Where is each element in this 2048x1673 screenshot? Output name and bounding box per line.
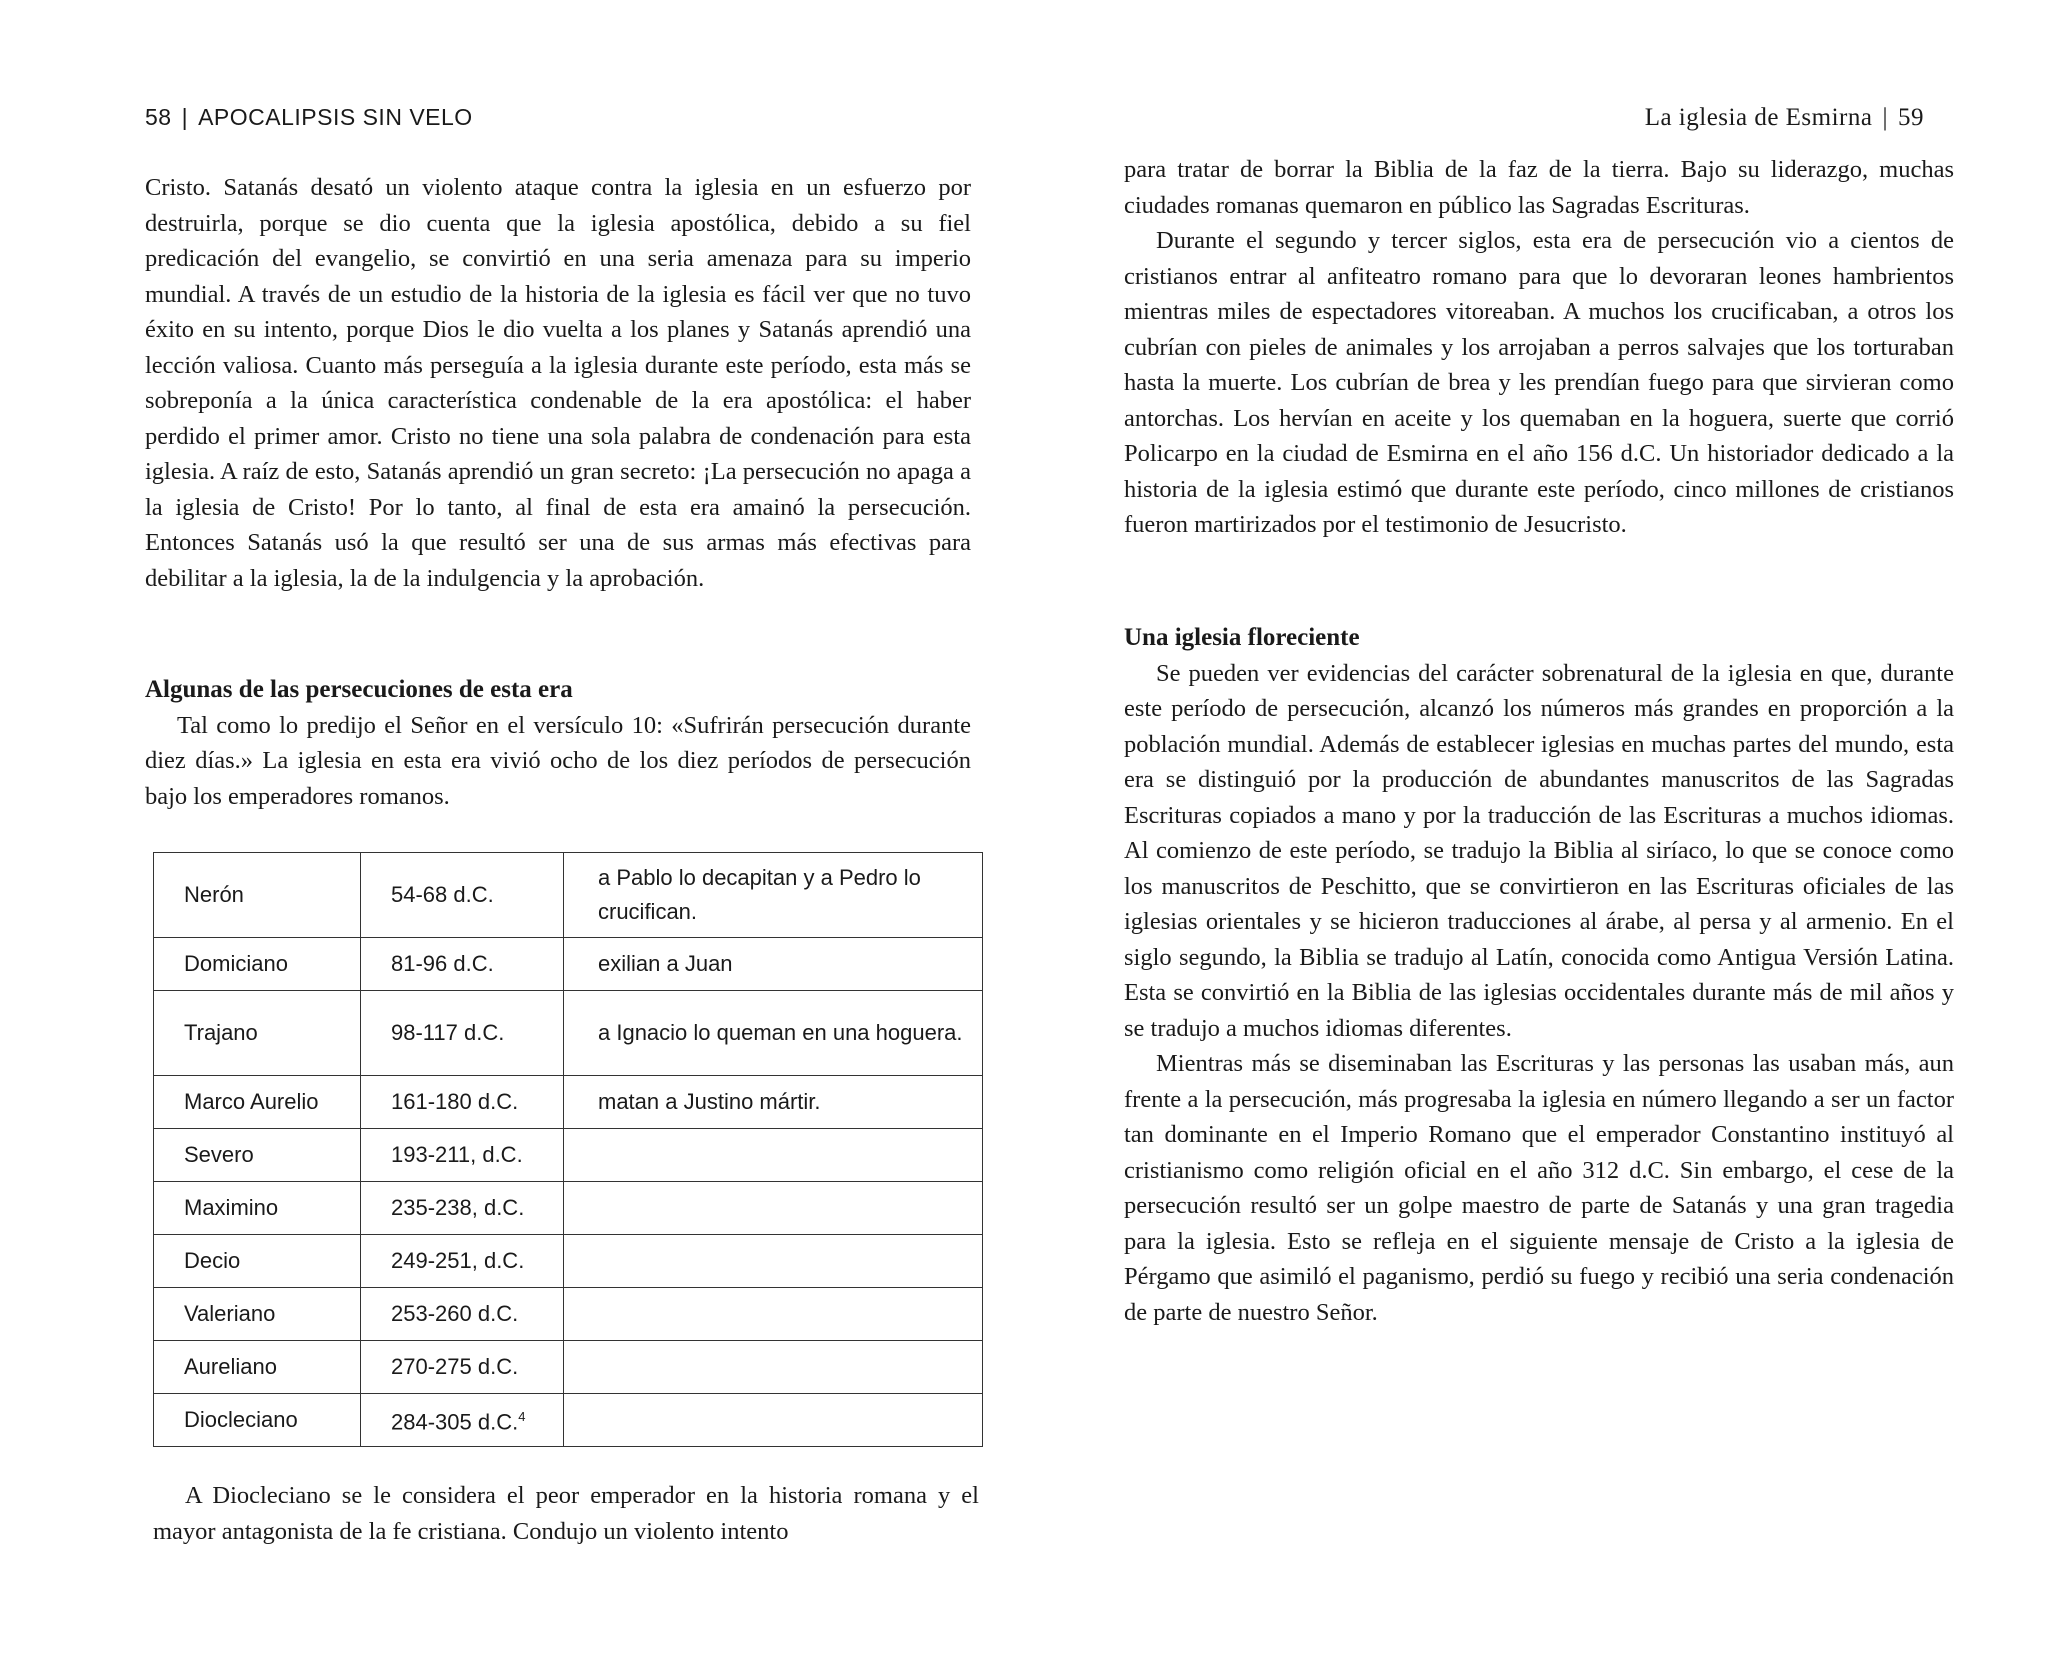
years-text: 98-117 d.C. <box>391 1020 505 1045</box>
page-number: 58 <box>145 104 172 130</box>
table-row <box>154 1235 983 1288</box>
right-text-block-1 <box>1124 152 1954 543</box>
emperor-cell: Decio <box>154 1235 361 1288</box>
right-page <box>1024 0 2048 1673</box>
years-cell <box>361 991 564 1076</box>
chapter-title: La iglesia de Esmirna <box>1644 104 1873 131</box>
header-separator: | <box>181 104 189 130</box>
emperor-cell: Domiciano <box>154 938 361 991</box>
table-row <box>154 1129 983 1182</box>
note-cell <box>564 1235 983 1288</box>
years-text: 253-260 d.C. <box>391 1301 519 1326</box>
paragraph: Durante el segundo y tercer siglos, esta era de persecución vio a cientos de cristianos entrar al anfiteatro romano para que lo devoraran leones hambrientos mientras miles de espectadores vitoreaban. A muchos los crucificaban, a otros los cubrían con pieles de animales y los arrojaban a perros salvajes que los torturaban hasta la muerte. Los cubrían de brea y les prendían fuego para que sirvieran como antorchas. Los hervían en aceite y los quemaban en la hoguera, suerte que corrió Policarpo en la ciudad de Esmirna en el año 156 d.C. Un historiador dedicado a la historia de la iglesia estimó que durante este período, cinco millones de cristianos fueron martirizados por el testimonio de Jesucristo. <box>1124 227 1954 538</box>
emperor-cell: Nerón <box>154 853 361 938</box>
table-row <box>154 1076 983 1129</box>
emperor-cell: Trajano <box>154 991 361 1076</box>
years-text: 54-68 d.C. <box>391 882 494 907</box>
table-row <box>154 1341 983 1394</box>
paragraph: Cristo. Satanás desató un violento ataque contra la iglesia en un esfuerzo por destruirla, porque se dio cuenta que la iglesia apostólica, debido a su fiel predicación del evangelio, se convirtió en una seria amenaza para su imperio mundial. A través de un estudio de la historia de la iglesia es fácil ver que no tuvo éxito en su intento, porque Dios le dio vuelta a los planes y Satanás aprendió una lección valiosa. Cuanto más perseguía a la iglesia durante este período, esta más se sobreponía a la única característica condenable de la era apostólica: el haber perdido el primer amor. Cristo no tiene una sola palabra de condenación para esta iglesia. A raíz de esto, Satanás aprendió un gran secreto: ¡La persecución no apaga a la iglesia de Cristo! Por lo tanto, al final de esta era amainó la persecución. Entonces Satanás usó la que resultó ser una de sus armas más efectivas para debilitar a la iglesia, la de la indulgencia y la aprobación. <box>145 174 971 592</box>
section-heading: Una iglesia floreciente <box>1124 624 1360 651</box>
note-cell: a Pablo lo decapitan y a Pedro lo crucifican. <box>564 853 983 938</box>
paragraph: Mientras más se diseminaban las Escrituras y las personas las usaban más, aun frente a la persecución, más progresaba la iglesia en número llegando a ser un factor tan dominante en el Imperio Romano que el emperador Constantino instituyó al cristianismo como religión oficial en el año 312 d.C. Sin embargo, el cese de la persecución resultó ser un golpe maestro de parte de Satanás y una gran tragedia para la iglesia. Esto se refleja en el siguiente mensaje de Cristo a la iglesia de Pérgamo que asimiló el paganismo, perdió su fuego y recibió una seria condenación de parte de nuestro Señor. <box>1124 1050 1954 1326</box>
years-cell <box>361 1129 564 1182</box>
note-cell: exilian a Juan <box>564 938 983 991</box>
years-text: 193-211, d.C. <box>391 1142 523 1167</box>
page-number: 59 <box>1898 104 1924 131</box>
paragraph: para tratar de borrar la Biblia de la faz de la tierra. Bajo su liderazgo, muchas ciudades romanas quemaron en público las Sagradas Escrituras. <box>1124 156 1954 219</box>
table-row <box>154 1182 983 1235</box>
left-running-header <box>145 104 473 131</box>
years-text: 81-96 d.C. <box>391 951 494 976</box>
table-row <box>154 938 983 991</box>
table-row <box>154 1394 983 1447</box>
persecutions-table <box>153 852 983 1447</box>
years-cell <box>361 938 564 991</box>
paragraph: Se pueden ver evidencias del carácter sobrenatural de la iglesia en que, durante este período de persecución, alcanzó los números más grandes en proporción a la población mundial. Además de establecer iglesias en muchas partes del mundo, esta era se distinguió por la producción de abundantes manuscritos de las Sagradas Escrituras copiados a mano y por la traducción de las Escrituras a muchos idiomas. Al comienzo de este período, se tradujo la Biblia al siríaco, lo que se conoce como los manuscritos de Peschitto, que se convirtieron en las Escrituras oficiales de las iglesias orientales y se hicieron traducciones al árabe, al persa y al armenio. En el siglo segundo, la Biblia se tradujo al Latín, conocida como Antigua Versión Latina. Esta se convirtió en la Biblia de las iglesias occidentales durante más de mil años y se tradujo a muchos idiomas diferentes. <box>1124 659 1954 1042</box>
table-row <box>154 1288 983 1341</box>
note-cell <box>564 1341 983 1394</box>
table-row <box>154 853 983 938</box>
note-cell <box>564 1182 983 1235</box>
section-heading: Algunas de las persecuciones de esta era <box>145 676 573 703</box>
note-cell <box>564 1129 983 1182</box>
note-cell: a Ignacio lo queman en una hoguera. <box>564 991 983 1076</box>
years-cell <box>361 1394 564 1447</box>
left-text-block-2 <box>145 672 971 814</box>
years-cell <box>361 1341 564 1394</box>
note-cell <box>564 1288 983 1341</box>
note-cell: matan a Justino mártir. <box>564 1076 983 1129</box>
emperor-cell: Maximino <box>154 1182 361 1235</box>
years-text: 249-251, d.C. <box>391 1248 525 1273</box>
years-text: 284-305 d.C. <box>391 1409 519 1435</box>
years-text: 270-275 d.C. <box>391 1354 519 1379</box>
paragraph: A Diocleciano se le considera el peor emperador en la historia romana y el mayor antagonista de la fe cristiana. Condujo un violento intento <box>153 1482 979 1545</box>
left-text-block-3 <box>153 1478 979 1549</box>
emperor-cell: Diocleciano <box>154 1394 361 1447</box>
years-cell <box>361 1182 564 1235</box>
emperor-cell: Valeriano <box>154 1288 361 1341</box>
left-text-block-1 <box>145 170 971 596</box>
header-separator: | <box>1882 104 1888 131</box>
right-running-header <box>1645 104 1924 132</box>
note-cell <box>564 1394 983 1447</box>
emperor-cell: Aureliano <box>154 1341 361 1394</box>
paragraph: Tal como lo predijo el Señor en el versículo 10: «Sufrirán persecución durante diez días.» La iglesia en esta era vivió ocho de los diez períodos de persecución bajo los emperadores romanos. <box>145 711 971 810</box>
book-title: APOCALIPSIS SIN VELO <box>198 104 473 130</box>
years-text: 235-238, d.C. <box>391 1195 525 1220</box>
years-cell <box>361 1235 564 1288</box>
years-text: 161-180 d.C. <box>391 1089 519 1114</box>
table-row <box>154 991 983 1076</box>
emperor-cell: Marco Aurelio <box>154 1076 361 1129</box>
emperor-cell: Severo <box>154 1129 361 1182</box>
years-cell <box>361 853 564 938</box>
footnote-marker: 4 <box>518 1409 526 1425</box>
years-cell <box>361 1288 564 1341</box>
right-text-block-2 <box>1124 620 1954 1330</box>
years-cell <box>361 1076 564 1129</box>
